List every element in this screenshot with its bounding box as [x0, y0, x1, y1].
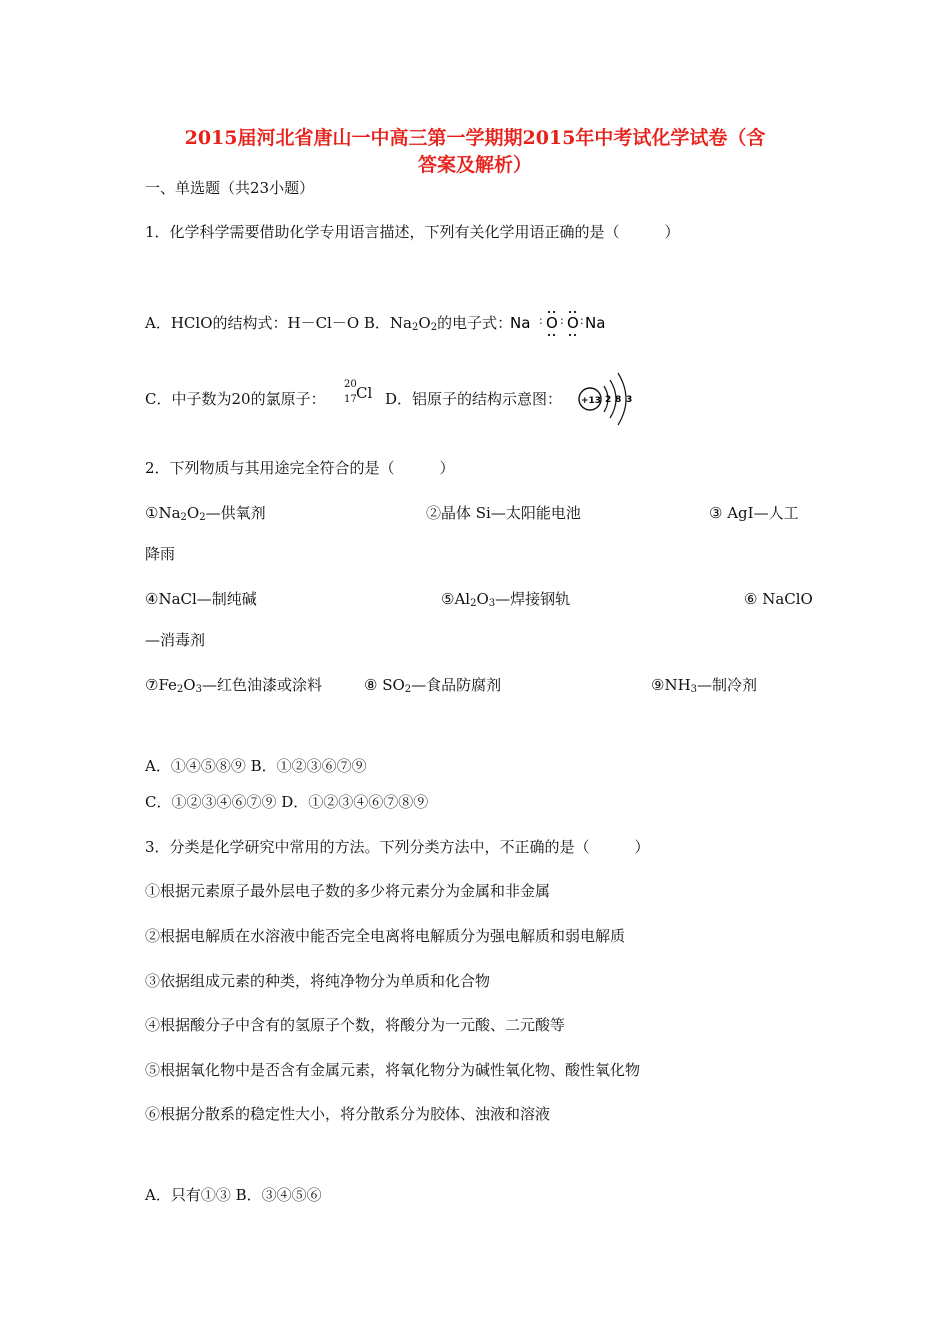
formula-part: ⑧ SO — [364, 676, 405, 694]
formula-part: O — [418, 314, 431, 332]
subscript: 3 — [488, 598, 496, 609]
use-text: —红色油漆或涂料 — [201, 676, 322, 694]
subscript: 2 — [176, 684, 184, 695]
subscript: 2 — [404, 684, 412, 695]
q3-item-3: ③依据组成元素的种类，将纯净物分为单质和化合物 — [145, 972, 491, 990]
q1-stem: 1．化学科学需要借助化学专用语言描述，下列有关化学用语正确的是（ ） — [145, 223, 680, 241]
formula-part: ⑨NH — [651, 676, 691, 694]
subscript: 3 — [690, 684, 698, 695]
dot-pair: : — [580, 314, 584, 327]
element-symbol: Cl — [356, 384, 373, 402]
subscript: 3 — [195, 684, 202, 695]
q2-item-3-cont: 降雨 — [145, 545, 176, 563]
formula-part: ①Na — [145, 504, 181, 522]
q1-option-c: C．中子数为20的氯原子： — [145, 390, 326, 408]
subscript: 2 — [470, 598, 477, 609]
chlorine-isotope-symbol — [344, 380, 378, 410]
q3-stem: 3．分类是化学研究中常用的方法。下列分类方法中，不正确的是（ ） — [145, 838, 650, 856]
q2-item-1 — [145, 503, 266, 528]
q1-option-a-text: A．HClO的结构式：H－Cl－O B．Na — [145, 314, 412, 332]
q3-item-5: ⑤根据氧化物中是否含有金属元素，将氧化物分为碱性氧化物、酸性氧化物 — [145, 1061, 641, 1079]
q2-item-3: ③ AgI—人工 — [709, 504, 799, 522]
dot-pair: : — [560, 314, 564, 327]
na-right: Na — [585, 314, 606, 332]
subscript: 2 — [430, 322, 438, 333]
q2-options-ab: A．①④⑤⑧⑨ B．①②③⑥⑦⑨ — [145, 757, 367, 775]
q3-item-6: ⑥根据分散系的稳定性大小，将分散系分为胶体、浊液和溶液 — [145, 1105, 551, 1123]
shell-1-count: 2 — [605, 395, 612, 405]
use-text: —供氧剂 — [205, 504, 266, 522]
shell-3-count: 3 — [626, 395, 633, 405]
use-text: —制冷剂 — [697, 676, 758, 694]
q2-item-4: ④NaCl—制纯碱 — [145, 590, 257, 608]
q2-item-5 — [441, 589, 570, 614]
subscript: 2 — [199, 512, 206, 523]
q3-item-2: ②根据电解质在水溶液中能否完全电离将电解质分为强电解质和弱电解质 — [145, 927, 626, 945]
nucleus-charge: +13 — [581, 396, 602, 406]
subscript: 2 — [180, 512, 187, 523]
dot-pair: : — [539, 314, 543, 327]
formula-part: ⑤Al — [441, 590, 471, 608]
q2-item-9 — [651, 675, 757, 700]
q2-item-6-cont: —消毒剂 — [145, 631, 206, 649]
shell-2-count: 8 — [615, 395, 622, 405]
formula-part: O — [476, 590, 489, 608]
oxygen-1: O — [546, 314, 558, 332]
q2-stem: 2．下列物质与其用途完全符合的是（ ） — [145, 459, 455, 477]
q3-options-ab: A．只有①③ B．③④⑤⑥ — [145, 1186, 322, 1204]
formula-part: O — [183, 676, 196, 694]
formula-part: ⑦Fe — [145, 676, 177, 694]
q2-item-8 — [364, 675, 501, 700]
na-left: Na — [510, 314, 531, 332]
exam-title-line-2: 答案及解析） — [417, 154, 532, 176]
aluminum-atom-diagram — [576, 368, 640, 432]
q2-item-7 — [145, 675, 322, 700]
oxygen-2: O — [567, 314, 579, 332]
formula-part: O — [186, 504, 200, 522]
q3-item-1: ①根据元素原子最外层电子数的多少将元素分为金属和非金属 — [145, 882, 551, 900]
na2o2-electron-formula — [510, 304, 606, 342]
atomic-number: 17 — [344, 394, 357, 405]
q2-item-6: ⑥ NaClO — [744, 590, 813, 608]
subscript: 2 — [412, 322, 419, 333]
q1-option-ab — [145, 313, 512, 338]
mass-number: 20 — [344, 379, 357, 390]
use-text: —焊接钢轨 — [495, 590, 571, 608]
formula-part: 的电子式： — [437, 314, 513, 332]
q1-option-d: D．铝原子的结构示意图： — [385, 390, 563, 408]
q3-item-4: ④根据酸分子中含有的氢原子个数，将酸分为一元酸、二元酸等 — [145, 1016, 566, 1034]
q2-options-cd: C．①②③④⑥⑦⑨ D．①②③④⑥⑦⑧⑨ — [145, 793, 429, 811]
section-heading: 一、单选题（共23小题） — [145, 179, 315, 197]
use-text: —食品防腐剂 — [411, 676, 502, 694]
exam-title-line-1: 2015届河北省唐山一中高三第一学期期2015年中考试化学试卷（含 — [184, 127, 766, 149]
q2-item-2: ②晶体 Si—太阳能电池 — [426, 504, 581, 522]
